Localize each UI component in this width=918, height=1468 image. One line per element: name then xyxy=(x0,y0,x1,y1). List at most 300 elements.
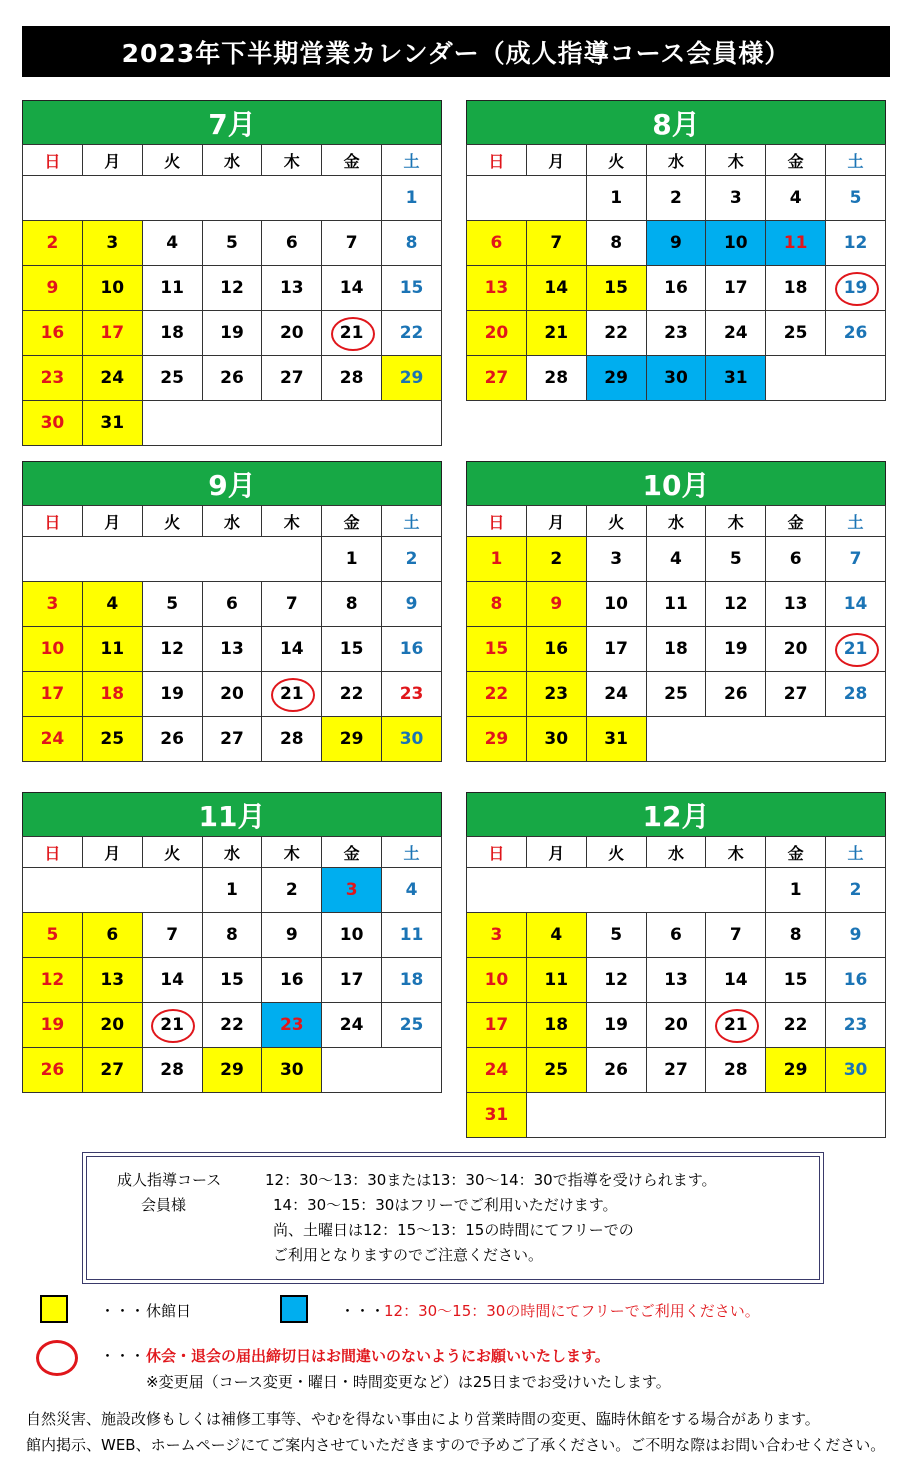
day-number: 19 xyxy=(604,1015,628,1035)
day-number: 30 xyxy=(544,729,569,749)
day-number: 22 xyxy=(783,1015,808,1035)
day-number: 25 xyxy=(100,729,125,749)
day-cell xyxy=(706,1003,766,1048)
empty-cell xyxy=(766,356,886,401)
day-cell xyxy=(142,672,202,717)
day-cell xyxy=(586,356,646,401)
day-number: 26 xyxy=(843,323,868,343)
day-cell xyxy=(467,913,527,958)
day-number: 29 xyxy=(484,729,509,749)
day-cell xyxy=(82,266,142,311)
weekday-header: 土 xyxy=(826,837,886,868)
day-cell xyxy=(586,627,646,672)
day-cell xyxy=(82,717,142,762)
day-number: 19 xyxy=(160,684,184,704)
day-number: 10 xyxy=(484,970,509,990)
day-number: 15 xyxy=(783,970,808,990)
day-number: 13 xyxy=(783,594,808,614)
day-cell xyxy=(766,221,826,266)
day-cell xyxy=(826,1003,886,1048)
weekday-header: 日 xyxy=(23,506,83,537)
week-row xyxy=(467,913,886,958)
legend-circle-icon xyxy=(36,1340,78,1376)
day-cell xyxy=(826,868,886,913)
day-number: 20 xyxy=(484,323,509,343)
day-number: 12 xyxy=(220,278,244,298)
day-cell xyxy=(82,356,142,401)
day-cell xyxy=(23,1048,83,1093)
week-row xyxy=(23,1048,442,1093)
day-number: 7 xyxy=(729,925,742,945)
weekday-header: 木 xyxy=(706,145,766,176)
day-number: 13 xyxy=(100,970,125,990)
day-number: 18 xyxy=(399,970,424,990)
day-number: 19 xyxy=(220,323,244,343)
day-number: 15 xyxy=(484,639,509,659)
day-cell xyxy=(142,958,202,1003)
day-cell xyxy=(467,1093,527,1138)
day-cell xyxy=(262,1003,322,1048)
week-row xyxy=(23,913,442,958)
day-number: 30 xyxy=(399,729,424,749)
day-number: 25 xyxy=(544,1060,569,1080)
day-cell xyxy=(82,627,142,672)
day-number: 23 xyxy=(544,684,569,704)
day-cell xyxy=(82,672,142,717)
day-cell xyxy=(382,582,442,627)
day-cell xyxy=(526,717,586,762)
week-row xyxy=(467,537,886,582)
week-row xyxy=(467,356,886,401)
day-cell xyxy=(646,266,706,311)
day-cell xyxy=(382,868,442,913)
day-cell xyxy=(467,221,527,266)
day-number: 24 xyxy=(604,684,628,704)
day-cell xyxy=(382,537,442,582)
day-number: 28 xyxy=(160,1060,184,1080)
week-row xyxy=(23,672,442,717)
day-cell xyxy=(142,221,202,266)
day-cell xyxy=(826,958,886,1003)
weekday-header: 日 xyxy=(467,837,527,868)
day-number: 9 xyxy=(46,278,59,298)
week-row xyxy=(23,266,442,311)
day-cell xyxy=(202,958,262,1003)
day-cell xyxy=(586,266,646,311)
day-number: 14 xyxy=(279,639,304,659)
day-number: 1 xyxy=(345,549,358,569)
day-cell xyxy=(766,627,826,672)
day-number: 11 xyxy=(783,233,808,253)
legend-dots: ・・・ xyxy=(340,1302,386,1320)
weekday-header: 金 xyxy=(766,837,826,868)
day-cell xyxy=(586,1048,646,1093)
day-cell xyxy=(322,311,382,356)
day-cell xyxy=(382,913,442,958)
day-number: 16 xyxy=(843,970,868,990)
empty-cell xyxy=(467,868,766,913)
day-cell xyxy=(382,176,442,221)
day-number: 28 xyxy=(279,729,304,749)
legend-circle-subtext: ※変更届（コース変更・曜日・時間変更など）は25日までお受けいたします。 xyxy=(146,1373,671,1391)
day-number: 6 xyxy=(670,925,682,945)
day-number: 7 xyxy=(849,549,862,569)
week-row xyxy=(23,868,442,913)
day-cell xyxy=(586,176,646,221)
day-number: 7 xyxy=(550,233,563,253)
day-number: 10 xyxy=(100,278,125,298)
day-number: 21 xyxy=(843,639,868,659)
weekday-header: 水 xyxy=(202,145,262,176)
day-number: 13 xyxy=(279,278,304,298)
day-number: 26 xyxy=(160,729,184,749)
day-number: 30 xyxy=(664,368,688,388)
note-label-course: 成人指導コース xyxy=(117,1171,222,1189)
weekday-header: 火 xyxy=(142,145,202,176)
day-cell xyxy=(322,266,382,311)
day-number: 31 xyxy=(604,729,628,749)
weekday-header: 土 xyxy=(382,506,442,537)
weekday-header: 日 xyxy=(467,506,527,537)
day-number: 4 xyxy=(106,594,119,614)
day-cell xyxy=(646,958,706,1003)
weekday-header: 水 xyxy=(202,837,262,868)
day-cell xyxy=(586,311,646,356)
day-cell xyxy=(382,1003,442,1048)
day-cell xyxy=(82,311,142,356)
weekday-header: 土 xyxy=(382,145,442,176)
day-cell xyxy=(262,913,322,958)
day-number: 18 xyxy=(664,639,688,659)
deadline-circle-icon xyxy=(271,678,315,712)
day-cell xyxy=(706,958,766,1003)
day-number: 14 xyxy=(723,970,748,990)
note-line-4: ご利用となりますのでご注意ください。 xyxy=(273,1246,544,1264)
day-number: 9 xyxy=(405,594,418,614)
day-number: 3 xyxy=(345,880,358,900)
day-number: 18 xyxy=(544,1015,569,1035)
week-row xyxy=(467,311,886,356)
weekday-header: 月 xyxy=(526,145,586,176)
day-cell xyxy=(766,1003,826,1048)
month-title: 8月 xyxy=(466,100,886,144)
day-cell xyxy=(262,1048,322,1093)
day-number: 20 xyxy=(279,323,304,343)
day-cell xyxy=(262,717,322,762)
day-number: 28 xyxy=(544,368,569,388)
weekday-header: 木 xyxy=(706,506,766,537)
page-title: 2023年下半期営業カレンダー（成人指導コース会員様） xyxy=(22,26,890,77)
day-number: 6 xyxy=(226,594,238,614)
day-number: 26 xyxy=(220,368,244,388)
day-cell xyxy=(706,627,766,672)
weekday-header: 月 xyxy=(82,506,142,537)
day-number: 13 xyxy=(220,639,244,659)
day-number: 10 xyxy=(604,594,628,614)
weekday-header: 金 xyxy=(322,145,382,176)
week-row xyxy=(467,176,886,221)
note-line-2: 14：30～15：30はフリーでご利用いただけます。 xyxy=(273,1196,618,1214)
month-title: 9月 xyxy=(22,461,442,505)
day-number: 4 xyxy=(670,549,682,569)
day-number: 1 xyxy=(405,188,418,208)
empty-cell xyxy=(646,717,885,762)
weekday-header: 月 xyxy=(82,145,142,176)
day-number: 2 xyxy=(670,188,682,208)
day-number: 31 xyxy=(484,1105,509,1125)
day-cell xyxy=(202,266,262,311)
day-cell xyxy=(766,537,826,582)
day-cell xyxy=(23,221,83,266)
day-cell xyxy=(142,1003,202,1048)
weekday-header: 水 xyxy=(646,145,706,176)
day-number: 29 xyxy=(604,368,628,388)
day-number: 8 xyxy=(610,233,623,253)
day-cell xyxy=(706,266,766,311)
day-cell xyxy=(202,868,262,913)
day-cell xyxy=(322,1003,382,1048)
day-cell xyxy=(322,627,382,672)
empty-cell xyxy=(23,537,322,582)
day-cell xyxy=(322,221,382,266)
day-number: 31 xyxy=(723,368,748,388)
day-cell xyxy=(586,1003,646,1048)
day-number: 15 xyxy=(220,970,244,990)
day-number: 20 xyxy=(220,684,244,704)
deadline-circle-icon xyxy=(715,1009,759,1043)
day-cell xyxy=(526,913,586,958)
day-number: 18 xyxy=(783,278,808,298)
day-cell xyxy=(382,311,442,356)
day-number: 16 xyxy=(399,639,424,659)
day-number: 12 xyxy=(160,639,184,659)
day-number: 15 xyxy=(604,278,628,298)
day-number: 6 xyxy=(490,233,503,253)
day-number: 4 xyxy=(550,925,563,945)
weekday-header: 金 xyxy=(322,506,382,537)
day-cell xyxy=(82,582,142,627)
day-cell xyxy=(142,266,202,311)
day-cell xyxy=(826,537,886,582)
day-cell xyxy=(706,221,766,266)
day-cell xyxy=(142,1048,202,1093)
day-number: 5 xyxy=(729,549,742,569)
day-number: 23 xyxy=(40,368,65,388)
day-number: 14 xyxy=(544,278,569,298)
day-cell xyxy=(706,356,766,401)
day-cell xyxy=(826,672,886,717)
note-label-member: 会員様 xyxy=(141,1196,187,1214)
day-cell xyxy=(646,913,706,958)
day-cell xyxy=(467,582,527,627)
day-number: 21 xyxy=(160,1015,184,1035)
day-cell xyxy=(23,401,83,446)
day-number: 6 xyxy=(106,925,119,945)
day-number: 16 xyxy=(40,323,65,343)
day-number: 22 xyxy=(220,1015,244,1035)
day-cell xyxy=(202,1048,262,1093)
weekday-header: 火 xyxy=(142,837,202,868)
day-number: 18 xyxy=(160,323,184,343)
day-number: 4 xyxy=(789,188,802,208)
empty-cell xyxy=(467,176,587,221)
day-cell xyxy=(526,1048,586,1093)
day-cell xyxy=(23,717,83,762)
day-cell xyxy=(706,913,766,958)
day-number: 9 xyxy=(285,925,298,945)
day-number: 26 xyxy=(604,1060,628,1080)
day-number: 9 xyxy=(670,233,682,253)
weekday-header: 月 xyxy=(526,837,586,868)
course-note-box xyxy=(82,1152,824,1284)
day-number: 30 xyxy=(40,413,65,433)
week-row xyxy=(467,266,886,311)
day-cell xyxy=(646,1048,706,1093)
day-number: 25 xyxy=(783,323,808,343)
month-calendar xyxy=(466,100,886,401)
day-cell xyxy=(322,717,382,762)
day-cell xyxy=(262,868,322,913)
day-cell xyxy=(202,913,262,958)
day-cell xyxy=(526,672,586,717)
month-title: 11月 xyxy=(22,792,442,836)
legend-dots: ・・・ xyxy=(100,1347,146,1365)
day-cell xyxy=(586,672,646,717)
day-cell xyxy=(262,311,322,356)
day-number: 5 xyxy=(166,594,179,614)
week-row xyxy=(467,1093,886,1138)
weekday-header: 土 xyxy=(382,837,442,868)
day-cell xyxy=(766,582,826,627)
day-number: 15 xyxy=(399,278,424,298)
day-cell xyxy=(706,311,766,356)
day-cell xyxy=(467,1003,527,1048)
day-number: 7 xyxy=(285,594,298,614)
day-cell xyxy=(706,176,766,221)
day-cell xyxy=(706,537,766,582)
day-number: 2 xyxy=(405,549,418,569)
note-line-1: 12：30～13：30または13：30～14：30で指導を受けられます。 xyxy=(265,1171,717,1189)
day-cell xyxy=(766,311,826,356)
weekday-header: 水 xyxy=(202,506,262,537)
weekday-header: 水 xyxy=(646,837,706,868)
empty-cell xyxy=(526,1093,885,1138)
day-cell xyxy=(586,582,646,627)
deadline-circle-icon xyxy=(835,633,879,667)
weekday-header: 木 xyxy=(262,145,322,176)
week-row xyxy=(467,1003,886,1048)
day-cell xyxy=(23,627,83,672)
day-number: 29 xyxy=(399,368,424,388)
day-number: 20 xyxy=(100,1015,125,1035)
week-row xyxy=(23,1003,442,1048)
day-number: 24 xyxy=(723,323,748,343)
day-number: 16 xyxy=(544,639,569,659)
day-cell xyxy=(826,627,886,672)
day-number: 3 xyxy=(610,549,623,569)
day-number: 4 xyxy=(166,233,179,253)
day-number: 18 xyxy=(100,684,125,704)
day-cell xyxy=(766,958,826,1003)
day-number: 27 xyxy=(100,1060,125,1080)
day-cell xyxy=(82,958,142,1003)
day-cell xyxy=(82,401,142,446)
day-number: 17 xyxy=(339,970,364,990)
day-number: 26 xyxy=(723,684,748,704)
day-cell xyxy=(23,582,83,627)
day-number: 29 xyxy=(339,729,364,749)
day-number: 9 xyxy=(550,594,563,614)
deadline-circle-icon xyxy=(331,317,375,351)
day-number: 25 xyxy=(664,684,688,704)
day-cell xyxy=(646,356,706,401)
weekday-header: 金 xyxy=(766,145,826,176)
legend-blue-text: 12：30～15：30の時間にてフリーでご利用ください。 xyxy=(384,1302,760,1320)
weekday-header: 金 xyxy=(322,837,382,868)
day-cell xyxy=(322,958,382,1003)
day-cell xyxy=(382,717,442,762)
legend-dots: ・・・ xyxy=(100,1302,146,1320)
day-number: 17 xyxy=(40,684,65,704)
day-cell xyxy=(382,221,442,266)
day-cell xyxy=(467,672,527,717)
day-number: 31 xyxy=(100,413,125,433)
day-cell xyxy=(142,627,202,672)
empty-cell xyxy=(142,401,441,446)
day-cell xyxy=(526,1003,586,1048)
day-number: 20 xyxy=(664,1015,688,1035)
day-cell xyxy=(586,958,646,1003)
day-number: 3 xyxy=(46,594,59,614)
day-cell xyxy=(23,1003,83,1048)
day-number: 12 xyxy=(40,970,65,990)
day-number: 28 xyxy=(843,684,868,704)
day-number: 21 xyxy=(723,1015,748,1035)
day-number: 23 xyxy=(279,1015,304,1035)
day-cell xyxy=(262,627,322,672)
day-number: 27 xyxy=(664,1060,688,1080)
week-row xyxy=(23,356,442,401)
day-number: 13 xyxy=(664,970,688,990)
legend-yellow-text: 休館日 xyxy=(146,1302,192,1320)
day-number: 28 xyxy=(723,1060,748,1080)
day-cell xyxy=(262,221,322,266)
weekday-header: 木 xyxy=(262,837,322,868)
weekday-header: 木 xyxy=(706,837,766,868)
day-cell xyxy=(467,537,527,582)
day-number: 8 xyxy=(405,233,418,253)
week-row xyxy=(23,176,442,221)
day-cell xyxy=(23,672,83,717)
day-cell xyxy=(82,1003,142,1048)
day-number: 16 xyxy=(279,970,304,990)
day-cell xyxy=(766,176,826,221)
footer-line-2: 館内掲示、WEB、ホームページにてご案内させていただきますので予めご了承ください。ご不明な際はお問い合わせください。 xyxy=(26,1436,886,1454)
day-number: 21 xyxy=(339,323,364,343)
day-cell xyxy=(142,717,202,762)
day-cell xyxy=(826,582,886,627)
day-number: 8 xyxy=(345,594,358,614)
day-number: 27 xyxy=(220,729,244,749)
day-cell xyxy=(706,1048,766,1093)
day-number: 7 xyxy=(345,233,358,253)
day-number: 25 xyxy=(160,368,184,388)
week-row xyxy=(23,221,442,266)
day-cell xyxy=(586,717,646,762)
day-number: 14 xyxy=(339,278,364,298)
day-cell xyxy=(382,672,442,717)
day-number: 24 xyxy=(100,368,125,388)
